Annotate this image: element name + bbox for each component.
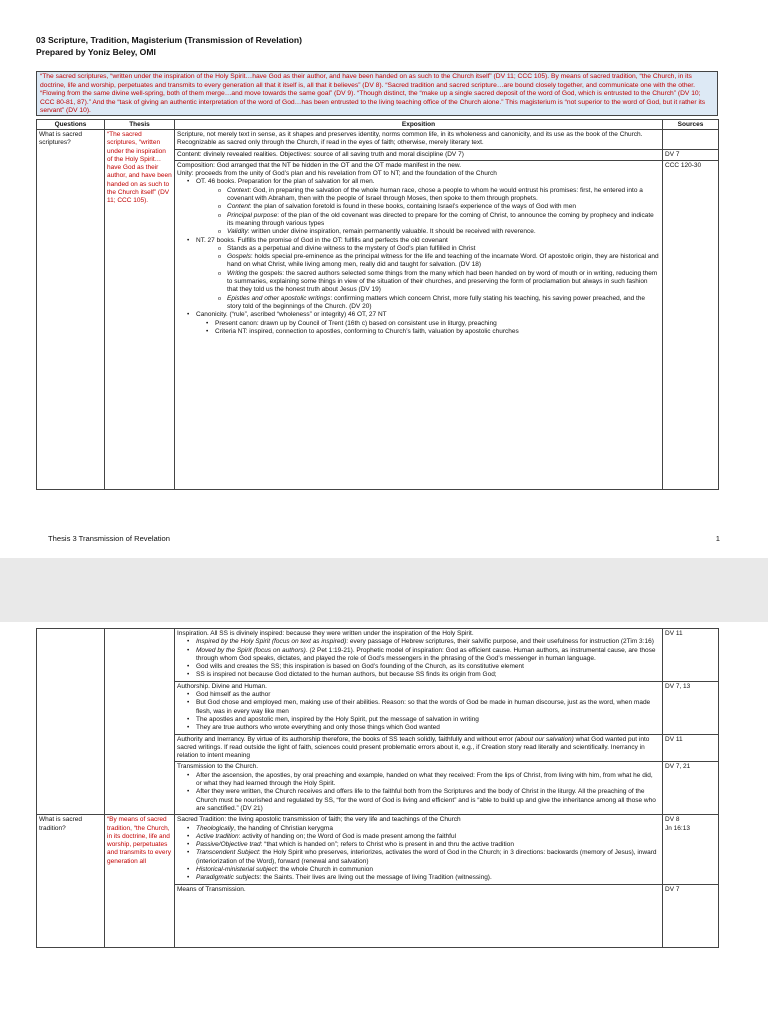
source-jn: Jn 16:13 [665, 824, 690, 832]
list-item [218, 253, 660, 270]
nt-heading: NT. 27 books. Fulfills the promise of God in the OT: fulfills and perfects the old covenant [196, 236, 448, 244]
nt-sublist [196, 245, 660, 311]
thesis-cell: “By means of sacred tradition, “the Church, in its doctrine, life and worship, perpetuates and transmits to every generation all [105, 815, 175, 947]
source-cell: DV 7, 13 [663, 681, 719, 734]
exposition-cell [175, 681, 663, 734]
source-cell [663, 815, 719, 884]
list-item [218, 187, 660, 204]
list-item: • After the ascension, the apostles, by oral preaching and example, handed on what they received: From the lips of Christ, from living with him, from what he did, or what they had learned through the Holy Spirit. [187, 772, 660, 789]
exposition-cell: Scripture, not merely text in sense, as it shapes and preserves identity, norms common life, in its wholeness and canonicity, and its use as the book of the Church. Recognizable as sacred only through the Church, if read in the eyes of faith; otherwise, merely literary text. [175, 130, 663, 150]
header-thesis: Thesis [105, 120, 175, 130]
inspiration-authors-label: Moved by the Spirit (focus on authors) [196, 646, 306, 654]
list-item [218, 295, 660, 312]
tradition-paradigmatic-label: Paradigmatic subjects [196, 874, 260, 882]
source-cell: DV 11 [663, 629, 719, 682]
document-author: Prepared by Yoniz Beley, OMI [36, 47, 156, 57]
list-item [187, 647, 660, 664]
page-2 [0, 622, 768, 1024]
table-header-row [37, 120, 719, 130]
tradition-passive-label: Passive/Objective trad [196, 841, 261, 849]
inspiration-list [177, 638, 660, 679]
tradition-list [177, 825, 660, 883]
nt-gospels: : holds special pre-eminence as the principal witness for the life and teaching of the incarnate Word. Of apostolic origin, they are historical and hand on what Christ, while living among men, really did and taught for salvation. (DV 18) [227, 253, 659, 269]
summary-box [36, 71, 718, 116]
question-cell [37, 629, 105, 815]
page-gap [0, 558, 768, 622]
ot-validity: : written under divine inspiration, remain permanently valuable. It should be received with reverence. [247, 228, 536, 236]
list-item: • God wills and creates the SS; this inspiration is based on God’s founding of the Church, as its constitutive element [187, 663, 660, 671]
list-item: • But God chose and employed men, making use of their abilities. Reason: so that the words of God be made in human discourse, just as the word, when made flesh, was in every way like men [187, 699, 660, 716]
tradition-transcendent-label: Transcendent Subject [196, 849, 259, 857]
list-item [187, 311, 660, 336]
list-item: • After they were written, the Church receives and offers life to the faithful both from the Scriptures and the body of Christ in the liturgy. All the preaching of the Church must be nourished and regulated by SS, “for the word of God is living and efficient” and is “able to build up and give the inheritance among all those who are sanctified.” (DV 21) [187, 788, 660, 813]
document-header [36, 34, 302, 58]
list-item [218, 270, 660, 295]
authorship-heading: Authorship. Divine and Human. [177, 682, 267, 690]
composition-text: Composition: God arranged that the NT be hidden in the OT and the OT made manifest in the new. [177, 161, 462, 169]
tradition-heading: Sacred Tradition: the living apostolic transmission of faith; the very life and teachings of the Church [177, 816, 461, 824]
source-cell: DV 7 [663, 149, 719, 160]
canonicity-sublist [196, 320, 660, 337]
list-item: • Criteria NT: inspired, connection to apostles, conforming to Church’s faith, valuation by apostolic churches [206, 328, 660, 336]
list-item: o Stands as a perpetual and divine witness to the mystery of God’s plan fulfilled in Christ [218, 245, 660, 253]
header-sources: Sources [663, 120, 719, 130]
question-cell: What is sacred tradition? [37, 815, 105, 947]
source-cell: DV 11 [663, 734, 719, 762]
thesis-table-page-2 [36, 628, 719, 948]
unity-text: Unity: proceeds from the unity of God’s plan and his revelation from OT to NT; and the foundation of the Church [177, 170, 497, 178]
list-item [187, 849, 660, 866]
table-row [37, 629, 719, 682]
source-dv8: DV 8 [665, 816, 680, 824]
summary-tradition: By means of sacred tradition, “the Church, in its doctrine, life and worship, perpetuates and transmits to every generation all that it itself is, all that it believes” (DV 8). [40, 73, 692, 89]
page-number: 1 [715, 534, 720, 543]
tradition-theological: , the handing of Christian kerygma [233, 824, 333, 832]
list-item: • SS is inspired not because God dictated to the human authors, but because SS finds its origin from God; [187, 671, 660, 679]
list-item [187, 825, 660, 833]
thesis-table-page-1 [36, 119, 719, 490]
ot-content: : the plan of salvation foretold is found in these books, containing Israel’s experience of the ways of God with men [249, 203, 576, 211]
inspiration-text: : every passage of Hebrew scriptures, their salvific purpose, and their usefulness for instruction (2Tim 3:16) [346, 638, 654, 646]
inerrancy-text-cont: what God wanted put into sacred writings. If read outside the light of faith, sciences could present problematic errors about it, e.g., if Creation story read literally and scientifically. Inerrancy in relation to intent meaning [177, 735, 650, 760]
question-cell: What is sacred scriptures? [37, 130, 105, 490]
ot-sublist [196, 187, 660, 237]
inspiration-text-label: Inspired by the Holy Spirit (focus on text as inspired) [196, 638, 347, 646]
list-item [187, 874, 660, 882]
exposition-cell [175, 734, 663, 762]
tradition-active: : activity of handing on; the Word of God is made present among the faithful [238, 832, 457, 840]
page-footer [48, 534, 720, 543]
list-item [187, 178, 660, 236]
list-item: • The apostles and apostolic men, inspired by the Holy Spirit, put the message of salvation in writing [187, 716, 660, 724]
header-questions: Questions [37, 120, 105, 130]
nt-gospels-label: Gospels [227, 253, 251, 261]
tradition-historical-label: Historical-ministerial subject [196, 866, 277, 874]
tradition-passive: : “that which is handed on”; refers to Christ who is present in and thru the active tradition [260, 841, 514, 849]
header-exposition: Exposition [175, 120, 663, 130]
transmission-heading: Transmission to the Church. [177, 763, 259, 771]
exposition-cell [175, 815, 663, 884]
exposition-cell: Content: divinely revealed realities. Objectives: source of all saving truth and moral discipline (DV 7) [175, 149, 663, 160]
list-item [218, 203, 660, 211]
ot-context-label: Context [227, 186, 250, 194]
inerrancy-text: Authority and Inerrancy. By virtue of its authorship therefore, the books of SS teach solidly, faithfully and without error [177, 735, 515, 743]
nt-epistles-label: Epistles and other apostolic writings [227, 294, 331, 302]
nt-writing: the gospels: the sacred authors selected some things from the many which had been handed on by word of mouth or in writing, reducing them to summaries, explaining some things in view of the situation of their churches, and preserving the form of proclamation but always in such fashion that they told us the honest truth about Jesus (DV 19) [227, 269, 658, 294]
transmission-list [177, 772, 660, 813]
tradition-theological-label: Theologically [196, 824, 234, 832]
list-item: • God himself as the author [187, 691, 660, 699]
ot-purpose: : of the plan of the old covenant was directed to prepare for the coming of Christ, to announce the coming by prophecy and indicate its meaning through various types [227, 211, 654, 227]
list-item [218, 228, 660, 236]
ot-content-label: Content [227, 203, 250, 211]
table-row [37, 130, 719, 150]
source-cell [663, 130, 719, 150]
summary-relationship: “Sacred tradition and sacred scripture…are bound closely together, and communicate one with the other. “Flowing from the same divine well-spring, both of them merge…and move towards the same goal” (DV 9). “Though distinct, the “make up a single sacred deposit of the word of God, which is entrusted to the Church” (DV 10; CCC 80-81, 87).” And the “task of giving an authentic interpretation of the word of God…has been entrusted to the living teaching office of the Church alone.” This magisterium is “not superior to the word of God, but it rather its servant” (DV 10). [40, 81, 706, 115]
summary-scripture: “The sacred scriptures, “written under the inspiration of the Holy Spirit…have God as their author, and have been handed on as such to the Church itself” (DV 11; CCC 105). [40, 73, 550, 80]
authorship-list [177, 691, 660, 732]
tradition-active-label: Active tradition [196, 832, 239, 840]
source-cell: CCC 120-30 [663, 160, 719, 489]
exposition-cell [175, 160, 663, 489]
table-row [37, 815, 719, 884]
list-item: • Present canon: drawn up by Council of Trent (16th c) based on consistent use in liturgy, preaching [206, 320, 660, 328]
list-item [218, 212, 660, 229]
nt-writing-label: Writing [227, 269, 248, 277]
thesis-cell [105, 629, 175, 815]
ot-context: : God, in preparing the salvation of the whole human race, chose a people to whom he would entrust his promises: first, he entered into a covenant with Abraham, then with the people of Israel through Moses, then spoke to them through prophets. [227, 186, 643, 203]
source-cell: DV 7 [663, 884, 719, 947]
ot-purpose-label: Principal purpose [227, 211, 278, 219]
ot-validity-label: Validity [227, 228, 248, 236]
inspiration-authors: . (2 Pet 1:19-21). Prophetic model of inspiration: God as efficient cause. Human authors, as instrumental cause, are those through whom God speaks, dictates, and played the role of God’s messengers in the phrasing of the God’s messenger in human language. [196, 646, 656, 662]
document-title: 03 Scripture, Tradition, Magisterium (Transmission of Revelation) [36, 35, 302, 45]
list-item: • They are true authors who wrote everything and only those things which God wanted [187, 724, 660, 732]
exposition-cell: Means of Transmission. [175, 884, 663, 947]
list-item [187, 841, 660, 849]
inerrancy-note: (about our salvation) [514, 735, 574, 743]
tradition-historical: : the whole Church in communion [276, 866, 374, 874]
list-item [187, 638, 660, 646]
ot-heading: OT. 46 books. Preparation for the plan of salvation for all men. [196, 178, 375, 186]
nt-epistles: : confirming matters which concern Christ, more fully stating his teaching, his saving power preached, and the story told of the beginnings of the Church. (DV 20) [227, 294, 646, 310]
footer-label: Thesis 3 Transmission of Revelation [48, 534, 170, 543]
canon-list [177, 178, 660, 336]
list-item [187, 866, 660, 874]
exposition-cell [175, 629, 663, 682]
source-cell: DV 7, 21 [663, 762, 719, 815]
canonicity-heading: Canonicity. (“rule”, ascribed “wholeness” or integrity) 46 OT, 27 NT [196, 311, 387, 319]
list-item [187, 237, 660, 312]
tradition-paradigmatic: : the Saints. Their lives are living out the message of living Tradition (witnessing). [259, 874, 492, 882]
exposition-cell [175, 762, 663, 815]
tradition-transcendent: : the Holy Spirit who preserves, interiorizes, activates the word of God in the Church; in 3 directions: backwards (memory of Jesus), inward (interiorization of the Word), forward (renewal and salvation) [196, 849, 657, 865]
inspiration-heading: Inspiration. All SS is divinely inspired: because they were written under the inspiration of the Holy Spirit. [177, 630, 474, 637]
list-item [187, 833, 660, 841]
thesis-cell: “The sacred scriptures, “written under the inspiration of the Holy Spirit…have God as their author, and have been handed on as such to the Church itself” (DV 11; CCC 105). [105, 130, 175, 490]
